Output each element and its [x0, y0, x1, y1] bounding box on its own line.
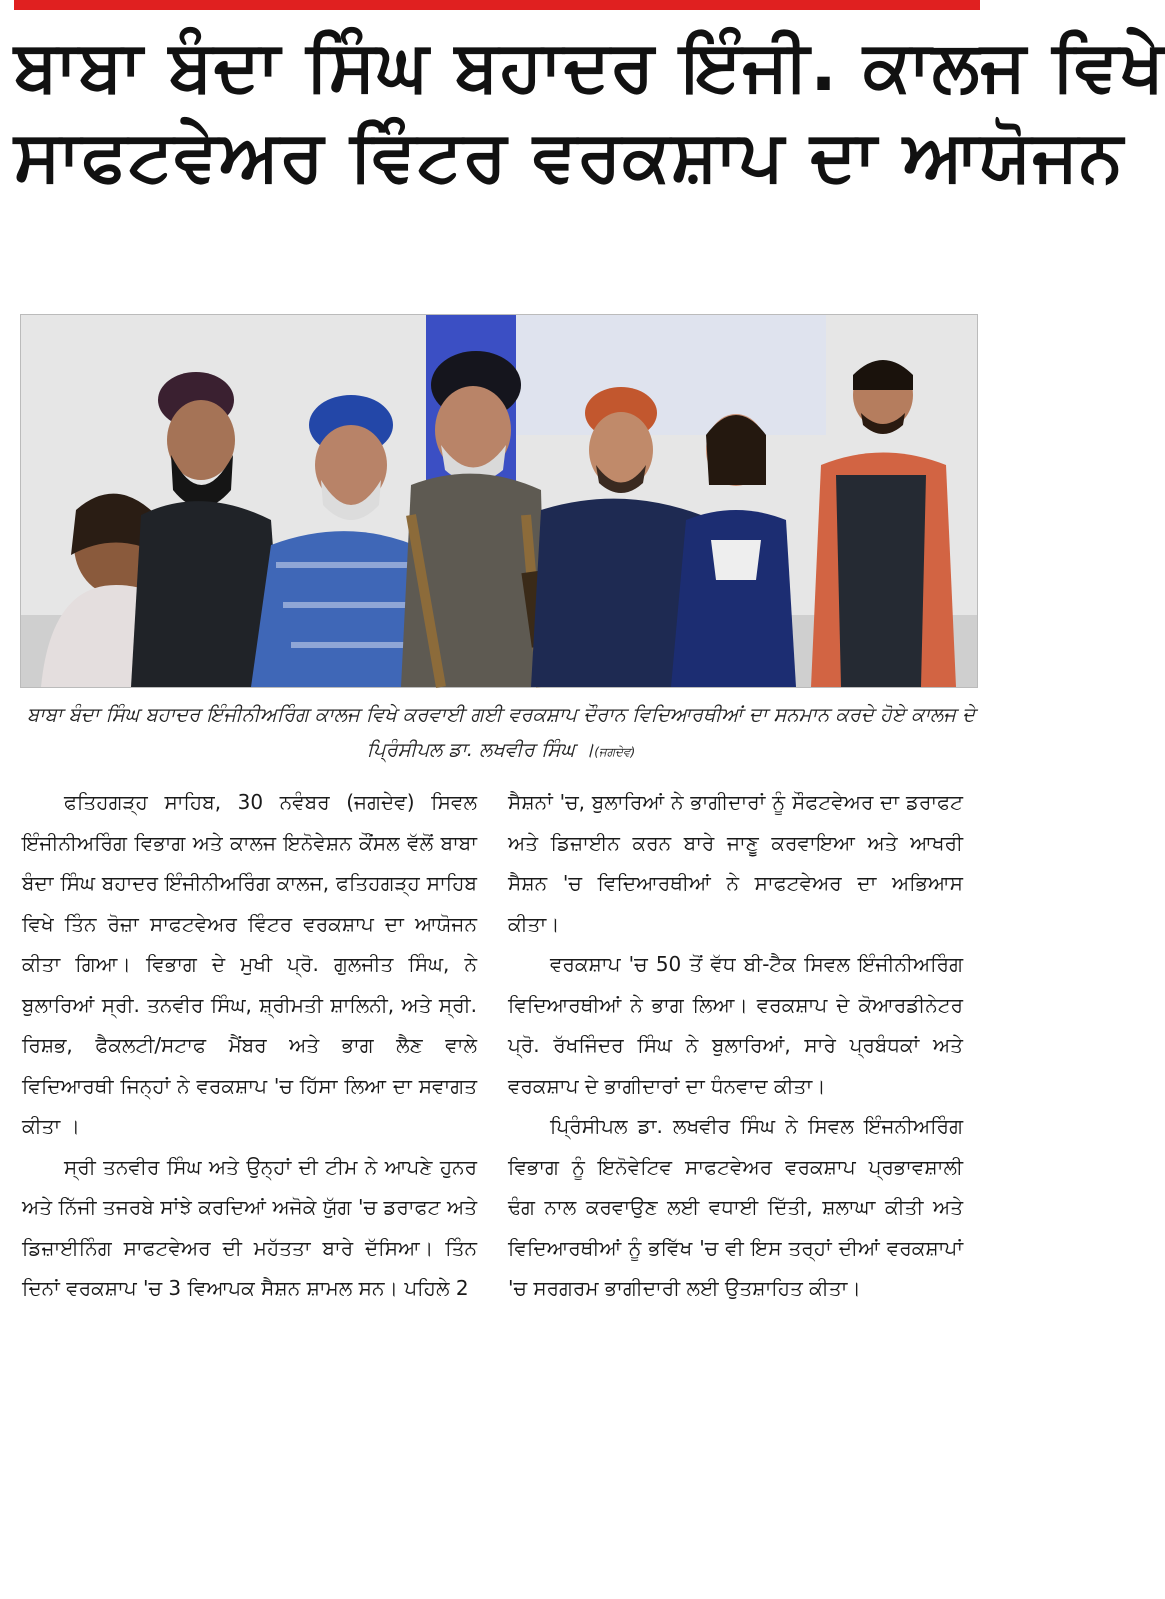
article-paragraph: ਸ੍ਰੀ ਤਨਵੀਰ ਸਿੰਘ ਅਤੇ ਉਨ੍ਹਾਂ ਦੀ ਟੀਮ ਨੇ ਆਪਣੇ ਹੁਨਰ ਅਤੇ ਨਿੱਜੀ ਤਜਰਬੇ ਸਾਂਝੇ ਕਰਦਿਆਂ ਅਜੋਕੇ ਯੁੱਗ 'ਚ ਡਰਾਫਟ ਅਤੇ ਡਿਜ਼ਾਈਨਿੰਗ ਸਾਫਟਵੇਅਰ ਦੀ ਮਹੱਤਤਾ ਬਾਰੇ ਦੱਸਿਆ। ਤਿੰਨ ਦਿਨਾਂ ਵਰਕਸ਼ਾਪ 'ਚ 3 ਵਿਆਪਕ ਸੈਸ਼ਨ ਸ਼ਾਮਲ ਸਨ। ਪਹਿਲੇ 2: [22, 1154, 477, 1300]
article-paragraph: ਫਤਿਹਗੜ੍ਹ ਸਾਹਿਬ, 30 ਨਵੰਬਰ (ਜਗਦੇਵ) ਸਿਵਲ ਇੰਜੀਨੀਅਰਿੰਗ ਵਿਭਾਗ ਅਤੇ ਕਾਲਜ ਇਨੋਵੇਸ਼ਨ ਕੌਂਸਲ ਵੱਲੋਂ ਬਾਬਾ ਬੰਦਾ ਸਿੰਘ ਬਹਾਦਰ ਇੰਜੀਨੀਅਰਿੰਗ ਕਾਲਜ, ਫਤਿਹਗੜ੍ਹ ਸਾਹਿਬ ਵਿਖੇ ਤਿੰਨ ਰੋਜ਼ਾ ਸਾਫਟਵੇਅਰ ਵਿੰਟਰ ਵਰਕਸ਼ਾਪ ਦਾ ਆਯੋਜਨ ਕੀਤਾ ਗਿਆ। ਵਿਭਾਗ ਦੇ ਮੁਖੀ ਪ੍ਰੋ. ਗੁਲਜੀਤ ਸਿੰਘ, ਨੇ ਬੁਲਾਰਿਆਂ ਸ੍ਰੀ. ਤਨਵੀਰ ਸਿੰਘ, ਸ਼੍ਰੀਮਤੀ ਸ਼ਾਲਿਨੀ, ਅਤੇ ਸ੍ਰੀ. ਰਿਸ਼ਭ, ਫੈਕਲਟੀ/ਸਟਾਫ ਮੈਂਬਰ ਅਤੇ ਭਾਗ ਲੈਣ ਵਾਲੇ ਵਿਦਿਆਰਥੀ ਜਿਨ੍ਹਾਂ ਨੇ ਵਰਕਸ਼ਾਪ 'ਚ ਹਿੱਸਾ ਲਿਆ ਦਾ ਸਵਾਗਤ ਕੀਤਾ ।: [22, 790, 477, 1138]
caption-credit: (ਜਗਦੇਵ): [594, 745, 636, 759]
article-column-right: [508, 782, 963, 1309]
article-paragraph: ਸੈਸ਼ਨਾਂ 'ਚ, ਬੁਲਾਰਿਆਂ ਨੇ ਭਾਗੀਦਾਰਾਂ ਨੂੰ ਸੌਫਟਵੇਅਰ ਦਾ ਡਰਾਫਟ ਅਤੇ ਡਿਜ਼ਾਈਨ ਕਰਨ ਬਾਰੇ ਜਾਣੂ ਕਰਵਾਇਆ ਅਤੇ ਆਖਰੀ ਸੈਸ਼ਨ 'ਚ ਵਿਦਿਆਰਥੀਆਂ ਨੇ ਸਾਫਟਵੇਅਰ ਦਾ ਅਭਿਆਸ ਕੀਤਾ।: [508, 790, 963, 936]
news-photo: [20, 314, 978, 688]
top-red-rule: [14, 0, 980, 10]
headline-line-1: ਬਾਬਾ ਬੰਦਾ ਸਿੰਘ ਬਹਾਦਰ ਇੰਜੀ. ਕਾਲਜ ਵਿਖੇ: [14, 25, 1165, 107]
article-paragraph: ਪ੍ਰਿੰਸੀਪਲ ਡਾ. ਲਖਵੀਰ ਸਿੰਘ ਨੇ ਸਿਵਲ ਇੰਜਨੀਅਰਿੰਗ ਵਿਭਾਗ ਨੂੰ ਇਨੋਵੇਟਿਵ ਸਾਫਟਵੇਅਰ ਵਰਕਸ਼ਾਪ ਪ੍ਰਭਾਵਸ਼ਾਲੀ ਢੰਗ ਨਾਲ ਕਰਵਾਉਣ ਲਈ ਵਧਾਈ ਦਿੱਤੀ, ਸ਼ਲਾਘਾ ਕੀਤੀ ਅਤੇ ਵਿਦਿਆਰਥੀਆਂ ਨੂੰ ਭਵਿੱਖ 'ਚ ਵੀ ਇਸ ਤਰ੍ਹਾਂ ਦੀਆਂ ਵਰਕਸ਼ਾਪਾਂ 'ਚ ਸਰਗਰਮ ਭਾਗੀਦਾਰੀ ਲਈ ਉਤਸ਼ਾਹਿਤ ਕੀਤਾ।: [508, 1114, 963, 1300]
headline-line-2: ਸਾਫਟਵੇਅਰ ਵਿੰਟਰ ਵਰਕਸ਼ਾਪ ਦਾ ਆਯੋਜਨ: [14, 114, 1124, 197]
photo-caption: [26, 697, 976, 770]
caption-text: ਬਾਬਾ ਬੰਦਾ ਸਿੰਘ ਬਹਾਦਰ ਇੰਜੀਨੀਅਰਿੰਗ ਕਾਲਜ ਵਿਖੇ ਕਰਵਾਈ ਗਈ ਵਰਕਸ਼ਾਪ ਦੌਰਾਨ ਵਿਦਿਆਰਥੀਆਂ ਦਾ ਸਨਮਾਨ ਕਰਦੇ ਹੋਏ ਕਾਲਜ ਦੇ ਪ੍ਰਿੰਸੀਪਲ ਡਾ. ਲਖਵੀਰ ਸਿੰਘ ।: [26, 703, 976, 761]
article-paragraph: ਵਰਕਸ਼ਾਪ 'ਚ 50 ਤੋਂ ਵੱਧ ਬੀ-ਟੈਕ ਸਿਵਲ ਇੰਜੀਨੀਅਰਿੰਗ ਵਿਦਿਆਰਥੀਆਂ ਨੇ ਭਾਗ ਲਿਆ। ਵਰਕਸ਼ਾਪ ਦੇ ਕੋਆਰਡੀਨੇਟਰ ਪ੍ਰੋ. ਰੱਖਜਿੰਦਰ ਸਿੰਘ ਨੇ ਬੁਲਾਰਿਆਂ, ਸਾਰੇ ਪ੍ਰਬੰਧਕਾਂ ਅਤੇ ਵਰਕਸ਼ਾਪ ਦੇ ਭਾਗੀਦਾਰਾਂ ਦਾ ਧੰਨਵਾਦ ਕੀਤਾ।: [508, 952, 963, 1098]
article-column-left: [22, 782, 477, 1309]
headline: [14, 22, 1165, 201]
